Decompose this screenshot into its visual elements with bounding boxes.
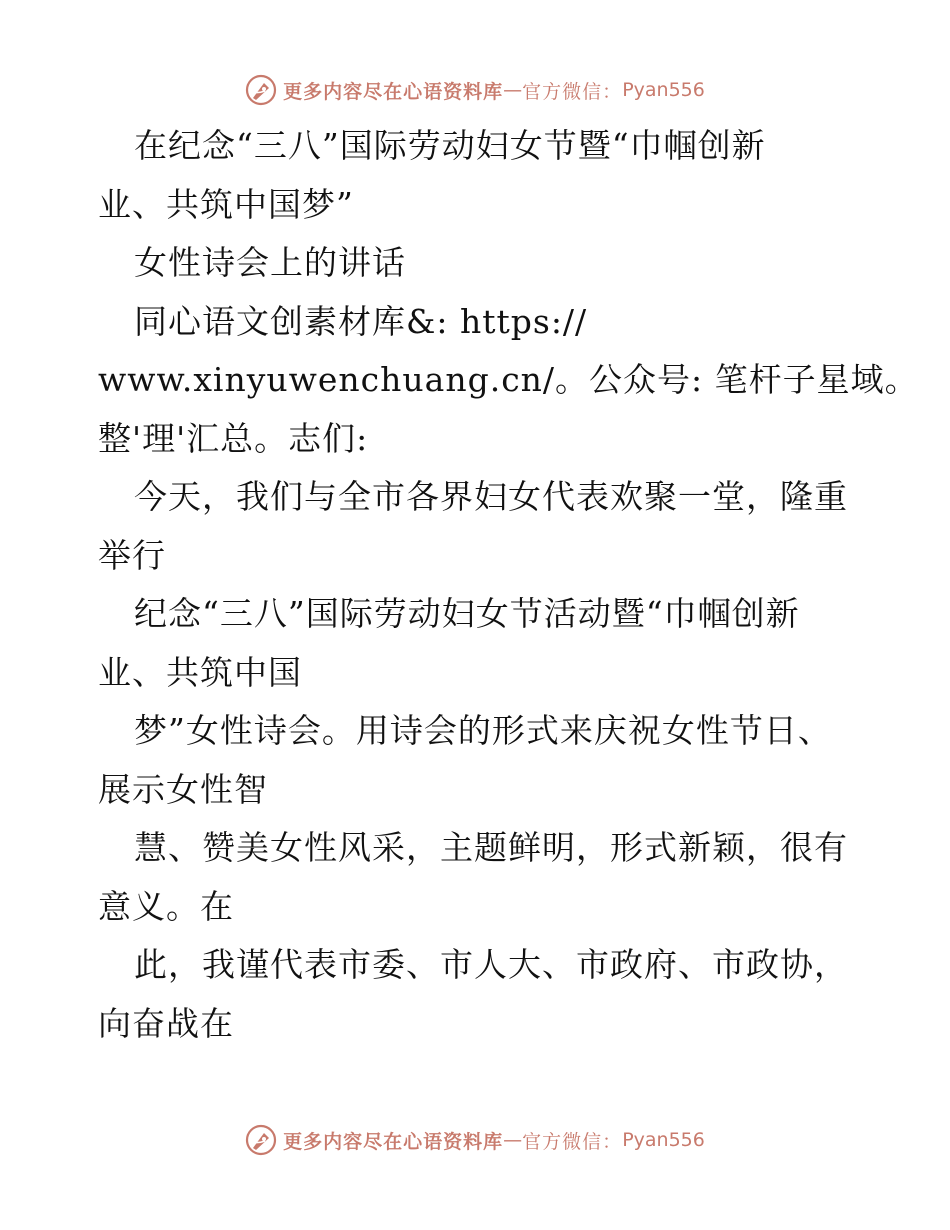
- body-line: 此，我谨代表市委、市人大、市政府、市政协，: [134, 945, 848, 984]
- watermark-dash: —: [503, 1129, 523, 1151]
- watermark-dash: —: [503, 79, 523, 101]
- body-line: 同心语文创素材库&: https://: [134, 301, 588, 341]
- footer-watermark: [0, 1120, 950, 1160]
- body-line: 今天，我们与全市各界妇女代表欢聚一堂，隆重: [134, 477, 848, 516]
- body-line: 整'理'汇总。志们:: [98, 418, 369, 458]
- watermark-wechat-id: Pyan556: [622, 79, 705, 101]
- pen-nib-logo-icon: [245, 74, 277, 106]
- body-line: 慧、赞美女性风采，主题鲜明，形式新颖，很有: [134, 828, 848, 867]
- body-line: 业、共筑中国: [98, 652, 302, 692]
- body-line: 向奋战在: [98, 1003, 234, 1043]
- watermark-subtext: 官方微信：: [522, 1130, 623, 1153]
- body-line: 梦”女性诗会。用诗会的形式来庆祝女性节日、: [134, 711, 832, 750]
- header-watermark: [0, 70, 950, 110]
- watermark-subtext: 官方微信：: [522, 80, 623, 103]
- watermark-wechat-id: Pyan556: [622, 1129, 705, 1151]
- body-line: 在纪念“三八”国际劳动妇女节暨“巾帼创新: [134, 126, 766, 165]
- body-line: 展示女性智: [98, 769, 268, 809]
- body-line: 举行: [98, 535, 166, 575]
- watermark-text: 更多内容尽在心语资料库: [283, 1130, 504, 1153]
- document-body: [98, 117, 919, 1053]
- body-line: 业、共筑中国梦”: [98, 184, 354, 224]
- body-line: 纪念“三八”国际劳动妇女节活动暨“巾帼创新: [134, 594, 800, 633]
- body-line: 女性诗会上的讲话: [134, 243, 406, 282]
- watermark-text: 更多内容尽在心语资料库: [283, 80, 504, 103]
- body-line: www.xinyuwenchuang.cn/。公众号: 笔杆子星域。: [98, 360, 919, 399]
- pen-nib-logo-icon: [245, 1124, 277, 1156]
- body-line: 意义。在: [98, 886, 234, 926]
